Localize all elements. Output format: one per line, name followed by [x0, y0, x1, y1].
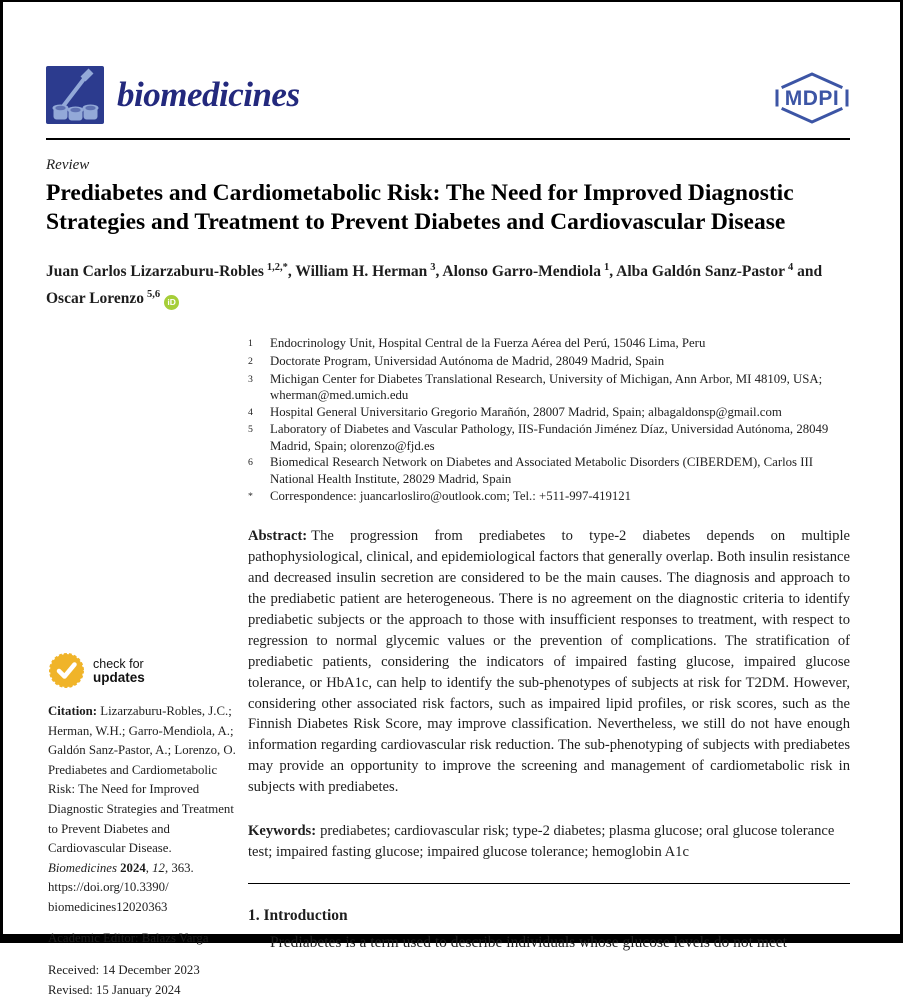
author: Oscar Lorenzo $^{5,6}$ [46, 289, 161, 308]
affiliation-marker: * [248, 490, 253, 502]
biomedicines-logo-icon [46, 66, 104, 124]
sidebar [48, 652, 238, 1000]
doi-link[interactable]: biomedicines12020363 [48, 899, 168, 914]
affiliation-row [248, 421, 850, 454]
author: Juan Carlos Lizarzaburu-Robles $^{1,2,*}$, [46, 262, 296, 281]
citation-year: 2024 [116, 860, 146, 875]
revised-line: Revised: 15 January 2024 [48, 982, 181, 997]
affiliation-row [248, 371, 850, 404]
check-updates-badge[interactable] [48, 652, 238, 689]
abstract-label: Abstract: [248, 528, 308, 545]
article-type-label: Review [46, 157, 90, 173]
affiliation-marker: 1 [248, 338, 253, 350]
affiliation-text: Correspondence: juancarlosliro@outlook.com; Tel.: +511-997-419121 [270, 488, 632, 503]
affiliation-marker: 2 [248, 355, 253, 367]
journal-name: biomedicines [117, 75, 300, 114]
affiliation-row [248, 488, 850, 506]
section-divider [248, 883, 850, 884]
abstract-section [248, 526, 850, 798]
article-title: Prediabetes and Cardiometabolic Risk: The Need for Improved Diagnostic Strategies and Treatment to Prevent Diabetes and Cardiovascular Disease [46, 180, 794, 235]
citation-pages: , 363. [164, 860, 194, 875]
affiliation-text: Laboratory of Diabetes and Vascular Pathology, IIS-Fundación Jiménez Díaz, Universidad Autónoma, 28049 Madrid, Spain; olorenzo@fjd.es [270, 422, 829, 453]
affiliation-text: Hospital General Universitario Gregorio Marañón, 28007 Madrid, Spain; albagaldonsp@gmail.com [270, 404, 782, 419]
header-divider [46, 138, 850, 140]
affiliation-marker: 3 [248, 373, 253, 385]
academic-editor-line: Academic Editor: Balazs Varga [48, 930, 209, 945]
affiliations-list [248, 335, 850, 505]
keywords-label: Keywords: [248, 823, 317, 840]
author: Alonso Garro-Mendiola $^1$, [442, 262, 617, 281]
author: Alba Galdón Sanz-Pastor $^4$ and [616, 262, 823, 281]
journal-logo-group [46, 66, 300, 124]
doi-link[interactable]: https://doi.org/10.3390/ [48, 880, 169, 895]
author-line [46, 256, 850, 310]
affiliation-marker: 6 [248, 457, 253, 469]
article-page [3, 2, 900, 997]
svg-text:MDPI: MDPI [784, 87, 840, 110]
received-line: Received: 14 December 2023 [48, 963, 200, 978]
citation-label: Citation: [48, 704, 98, 718]
badge-label: check for updates [93, 656, 145, 685]
affiliation-text: Endocrinology Unit, Hospital Central de la Fuerza Aérea del Perú, 15046 Lima, Peru [270, 336, 706, 351]
affiliation-row [248, 335, 850, 353]
abstract-text: The progression from prediabetes to type-2 diabetes depends on multiple pathophysiological, clinical, and epidemiological factors that generally overlap. Both insulin resistance and decreased insulin secretion are considered to be the main causes. The diagnosis and approach to the prediabetic patient are heterogeneous. There is no agreement on the diagnostic criteria to identify prediabetic subjects or the approach to those with insufficient responses to treatment, with respect to regression to normal glycemic values or the prevention of complications. The stratification of prediabetic patients, considering the indicators of impaired fasting glucose, impaired glucose tolerance, or HbA1c, can help to identify the sub-phenotypes of subjects at risk for T2DM. However, considering other associated risk factors, such as impaired lipid profiles, or risk scores, such as the Finnish Diabetes Risk Score, may improve classification. Nevertheless, we still do not have enough information regarding cardiovascular risk reduction. The sub-phenotyping of subjects with prediabetes may provide an opportunity to improve the screening and management of cardiometabolic risk in subjects with prediabetes. [248, 528, 850, 796]
affiliation-text: Biomedical Research Network on Diabetes and Associated Metabolic Disorders (CIBERDEM), Carlos III National Health Institute, 28029 Madrid, Spain [270, 455, 814, 487]
main-column [248, 335, 850, 953]
intro-paragraph: Prediabetes is a term used to describe individuals whose glucose levels do not meet [270, 933, 787, 951]
author: William H. Herman $^3$, [295, 262, 443, 281]
mdpi-logo [768, 70, 856, 131]
citation-journal: Biomedicines [48, 860, 117, 875]
affiliation-marker: 4 [248, 406, 253, 418]
affiliation-row [248, 404, 850, 422]
citation-text: Lizarzaburu-Robles, J.C.; Herman, W.H.; Garro-Mendiola, A.; Galdón Sanz-Pastor, A.; Lorenzo, O. Prediabetes and Cardiometabolic Risk: The Need for Improved Diagnostic Strategies and Treatment to Prevent Diabetes and Cardiovascular Disease. [48, 704, 236, 856]
affiliation-text: Michigan Center for Diabetes Translational Research, University of Michigan, Ann Arbor, MI 48109, USA; wherman@med.umich.edu [270, 371, 823, 403]
section-heading-introduction: 1. Introduction [248, 906, 348, 924]
citation-block: Citation: Lizarzaburu-Robles, J.C.; Herman, W.H.; Garro-Mendiola, A.; Galdón Sanz-Pastor, A.; Lorenzo, O. Prediabetes and Cardiometabolic Risk: The Need for Improved Diagnostic Strategies and Treatment to Prevent Diabetes and Cardiovascular Disease. Biomedicines 2024, 12, 363. https://doi.org/10.3390/ biomedicines12020363 [48, 702, 238, 918]
affiliation-marker: 5 [248, 424, 253, 436]
journal-header [46, 66, 850, 131]
mdpi-logo-icon [768, 70, 856, 126]
citation-volume: 12 [152, 860, 165, 875]
check-icon [48, 652, 85, 689]
keywords-text: prediabetes; cardiovascular risk; type-2 diabetes; plasma glucose; oral glucose tolerance test; impaired fasting glucose; impaired glucose tolerance; hemoglobin A1c [248, 823, 835, 860]
keywords-section [248, 821, 850, 863]
affiliation-row [248, 454, 850, 487]
affiliation-text: Doctorate Program, Universidad Autónoma de Madrid, 28049 Madrid, Spain [270, 353, 665, 368]
orcid-icon[interactable]: iD [164, 295, 179, 310]
affiliation-row [248, 353, 850, 371]
